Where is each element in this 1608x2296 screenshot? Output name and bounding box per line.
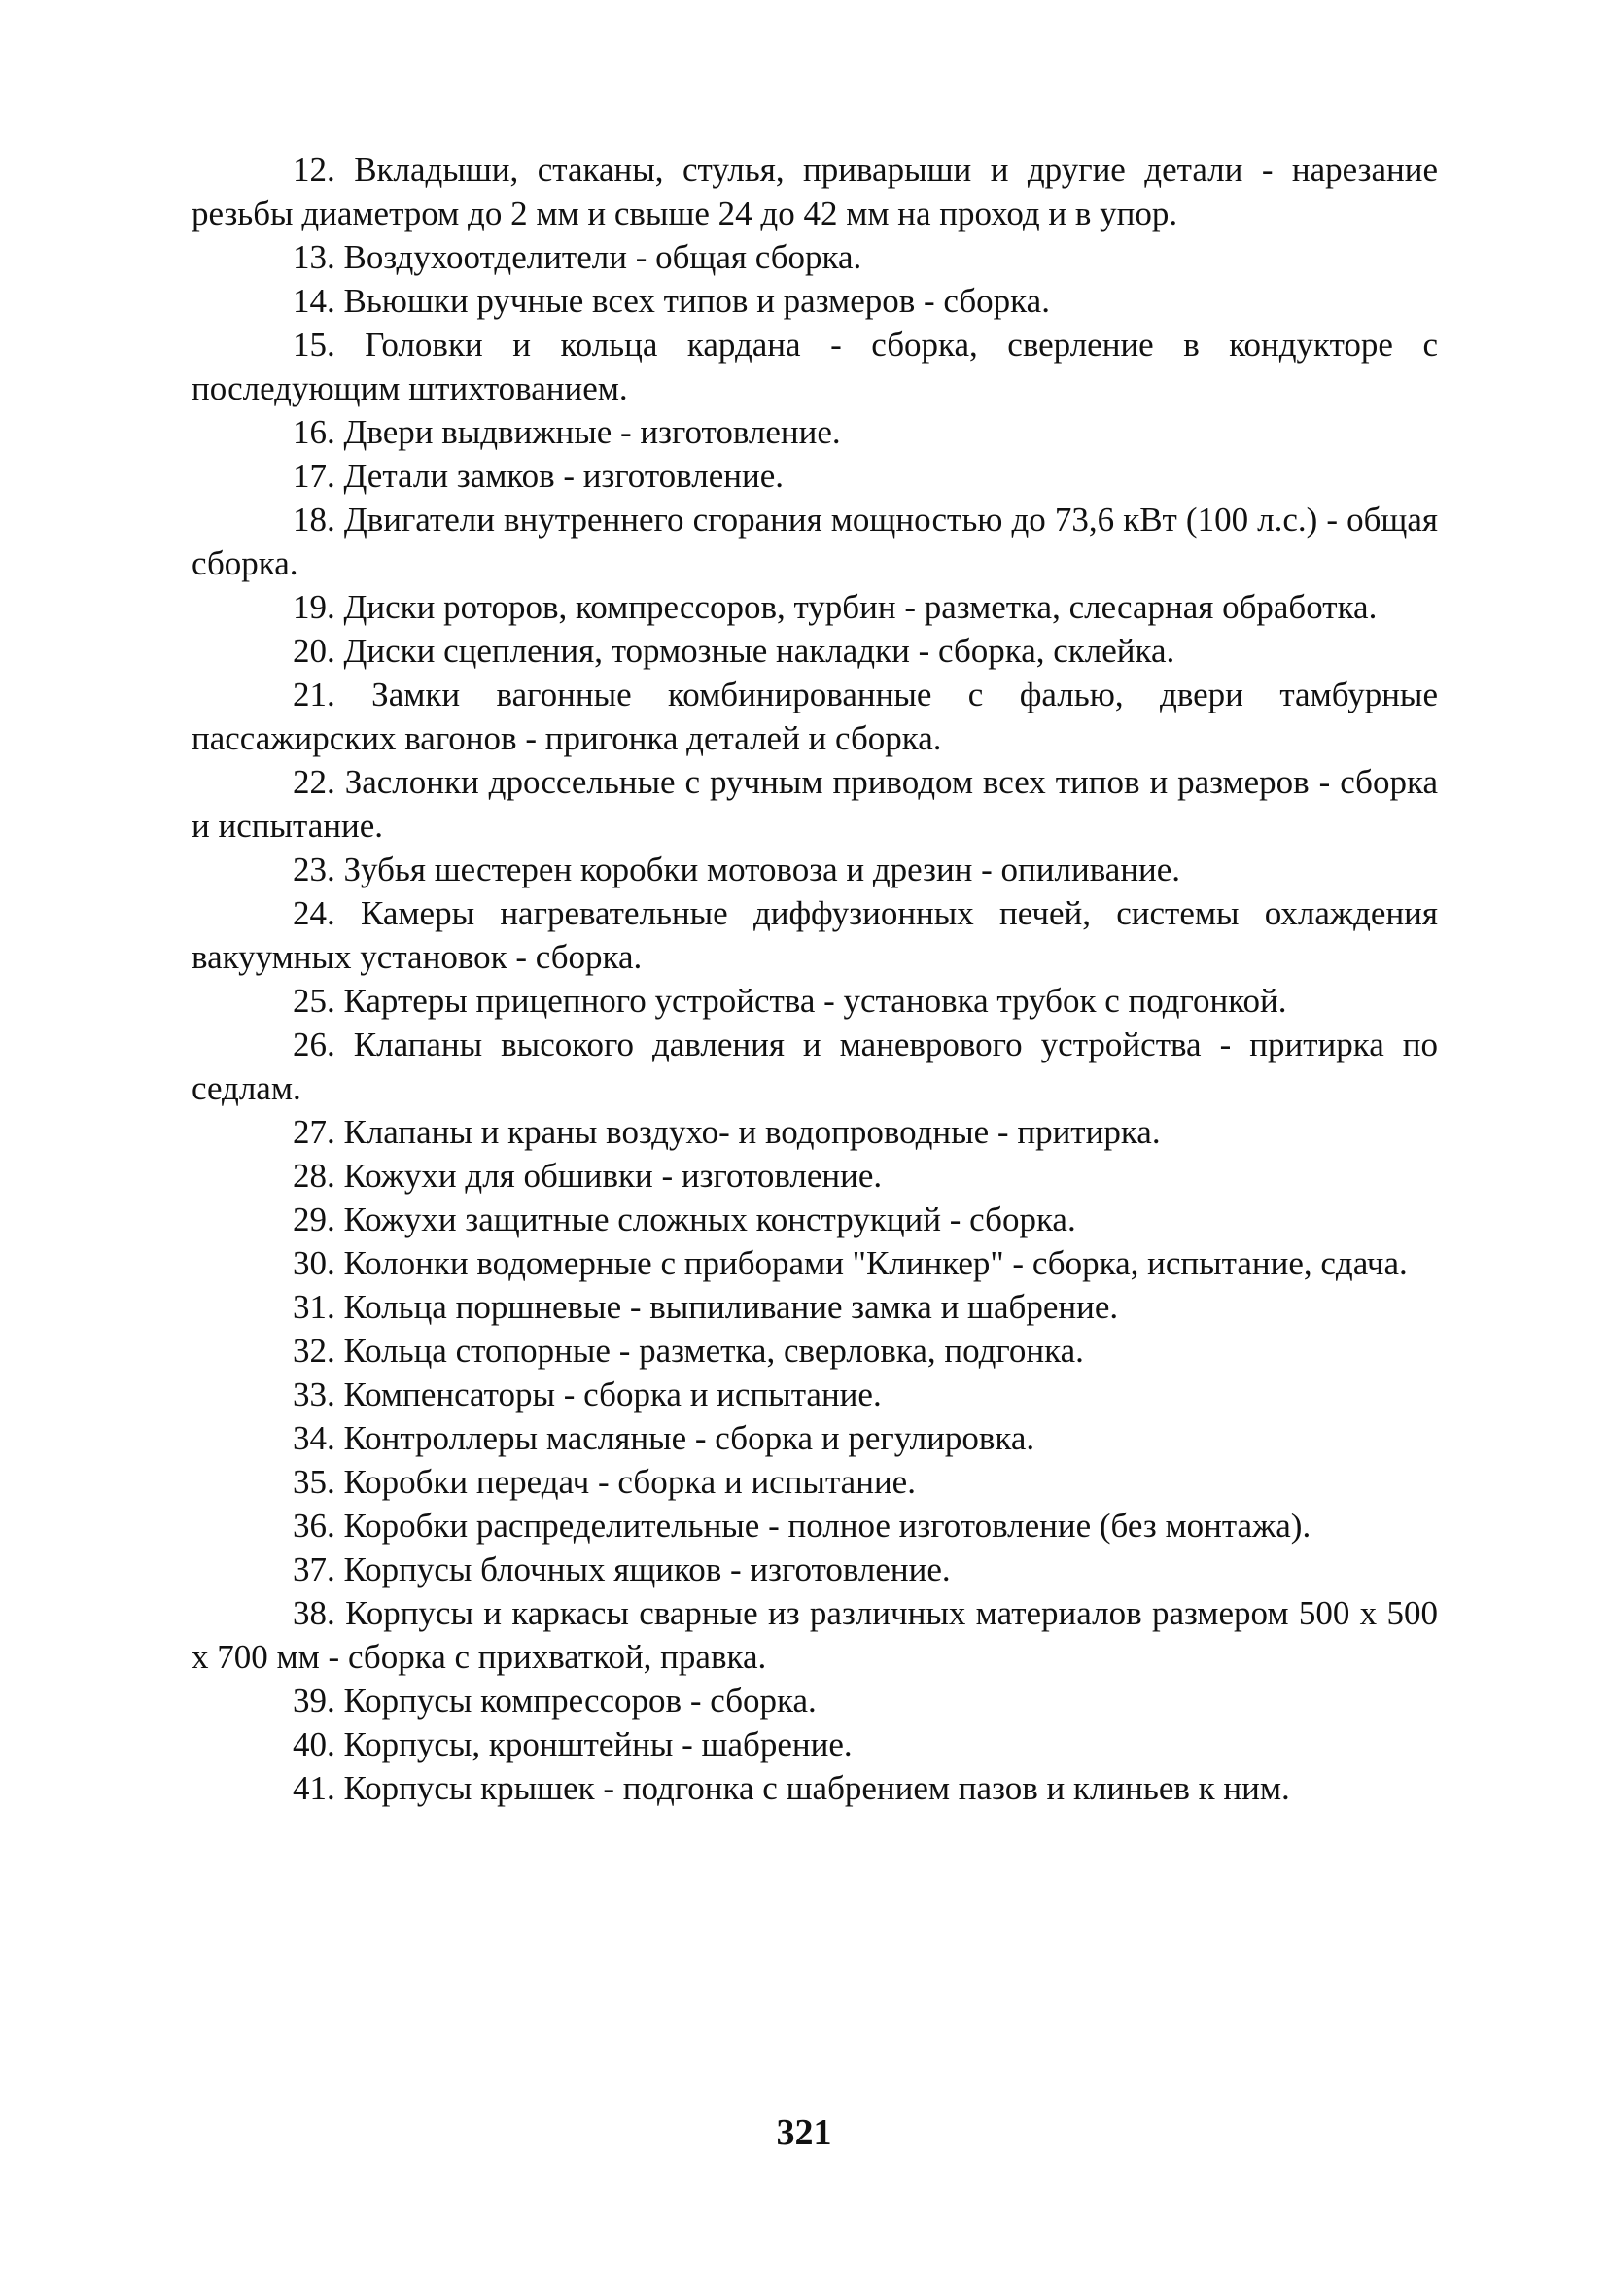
list-item: 27. Клапаны и краны воздухо- и водопроводные - притирка. xyxy=(293,1113,1161,1151)
list-item: 13. Воздухоотделители - общая сборка. xyxy=(293,238,862,276)
list-item: 39. Корпусы компрессоров - сборка. xyxy=(293,1682,817,1720)
list-item: 14. Вьюшки ручные всех типов и размеров - сборка. xyxy=(293,282,1050,320)
list-item: 28. Кожухи для обшивки - изготовление. xyxy=(293,1157,883,1195)
list-item: 23. Зубья шестерен коробки мотовоза и дрезин - опиливание. xyxy=(293,851,1181,888)
page-number: 321 xyxy=(776,2112,832,2153)
list-item: 19. Диски роторов, компрессоров, турбин - разметка, слесарная обработка. xyxy=(293,588,1378,626)
list-item: 30. Колонки водомерные с приборами "Клинкер" - сборка, испытание, сдача. xyxy=(293,1244,1408,1282)
list-item: 34. Контроллеры масляные - сборка и регулировка. xyxy=(293,1419,1035,1457)
list-item: 33. Компенсаторы - сборка и испытание. xyxy=(293,1375,882,1413)
list-item: 20. Диски сцепления, тормозные накладки - сборка, склейка. xyxy=(293,632,1175,670)
list-item: 16. Двери выдвижные - изготовление. xyxy=(293,413,841,451)
list-item: 40. Корпусы, кронштейны - шабрение. xyxy=(293,1725,853,1763)
list-item: 37. Корпусы блочных ящиков - изготовление. xyxy=(293,1550,951,1588)
list-item: 12. Вкладыши, стаканы, стулья, приварыши и другие детали - нарезание резьбы диаметром до 2 мм и свыше 24 до 42 мм на проход и в упор. xyxy=(192,151,1438,232)
list-item: 26. Клапаны высокого давления и маневрового устройства - притирка по седлам. xyxy=(192,1026,1438,1107)
list-item: 18. Двигатели внутреннего сгорания мощностью до 73,6 кВт (100 л.с.) - общая сборка. xyxy=(192,501,1438,582)
list-item: 32. Кольца стопорные - разметка, сверловка, подгонка. xyxy=(293,1332,1084,1370)
list-item: 41. Корпусы крышек - подгонка с шабрением пазов и клиньев к ним. xyxy=(293,1769,1290,1807)
list-item: 25. Картеры прицепного устройства - установка трубок с подгонкой. xyxy=(293,982,1287,1020)
list-item: 17. Детали замков - изготовление. xyxy=(293,457,784,495)
item-list xyxy=(192,148,1438,1810)
list-item: 22. Заслонки дроссельные с ручным приводом всех типов и размеров - сборка и испытание. xyxy=(192,763,1438,845)
list-item: 24. Камеры нагревательные диффузионных печей, системы охлаждения вакуумных установок - сборка. xyxy=(192,894,1438,976)
list-item: 21. Замки вагонные комбинированные с фалью, двери тамбурные пассажирских вагонов - пригонка деталей и сборка. xyxy=(192,676,1438,757)
list-item: 35. Коробки передач - сборка и испытание. xyxy=(293,1463,916,1501)
list-item: 38. Корпусы и каркасы сварные из различных материалов размером 500 x 500 x 700 мм - сборка с прихваткой, правка. xyxy=(192,1594,1438,1676)
list-item: 15. Головки и кольца кардана - сборка, сверление в кондукторе с последующим штихтованием. xyxy=(192,326,1438,407)
list-item: 36. Коробки распределительные - полное изготовление (без монтажа). xyxy=(293,1507,1311,1545)
list-item: 31. Кольца поршневые - выпиливание замка и шабрение. xyxy=(293,1288,1119,1326)
list-item: 29. Кожухи защитные сложных конструкций - сборка. xyxy=(293,1200,1076,1238)
